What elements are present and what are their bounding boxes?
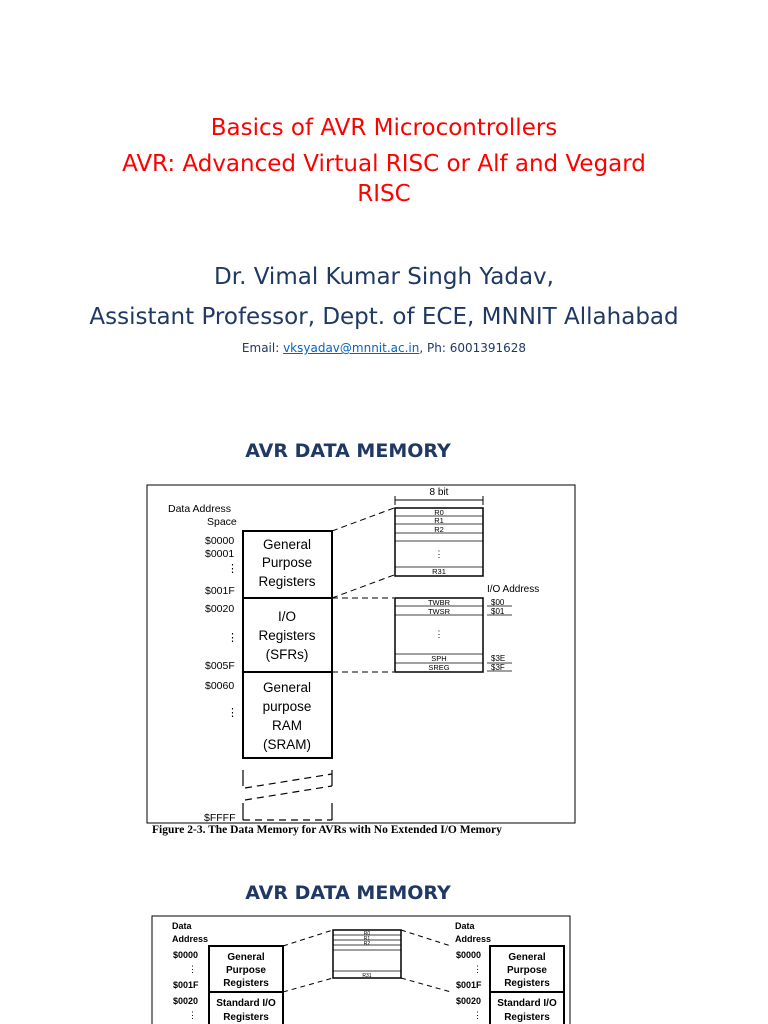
f2-gpr-left-2: Purpose: [225, 965, 267, 976]
io-addr-00: $00: [491, 598, 505, 607]
f2-io-right-1: Standard I/O: [497, 998, 557, 1009]
figure-1-caption: Figure 2-3. The Data Memory for AVRs with No Extended I/O Memory: [152, 824, 502, 836]
f2-addr-0000-right: $0000: [456, 950, 482, 960]
f2-dots-right: ⋮: [473, 964, 482, 974]
section-title-data-memory-2: AVR DATA MEMORY: [245, 882, 451, 904]
io-sph: SPH: [431, 654, 447, 663]
f2-addr-001f-right: $001F: [456, 980, 482, 990]
io-sreg: SREG: [428, 663, 450, 672]
email-link[interactable]: vksyadav@mnnit.ac.in: [283, 341, 420, 355]
addr-001f: $001F: [205, 585, 235, 597]
addr-0060: $0060: [205, 680, 235, 692]
f2-gpr-right-1: General: [508, 952, 546, 963]
addr-0000: $0000: [205, 535, 235, 547]
io-address-label: I/O Address: [487, 584, 540, 595]
addr-ffff: $FFFF: [204, 812, 236, 824]
reg-r2: R2: [434, 525, 444, 534]
io-twbr: TWBR: [427, 598, 451, 607]
f2-gpr-right-3: Registers: [504, 978, 550, 989]
io-addr-3e: $3E: [491, 654, 506, 663]
reg-r0: R0: [434, 508, 444, 517]
ram-label-1: General: [262, 680, 312, 695]
f2-io-left-2: Registers: [223, 1012, 269, 1023]
f2-address-label-right: Address: [455, 934, 492, 944]
reg-dots: ⋮: [434, 549, 444, 559]
f2-dots-left-2: ⋮: [188, 1010, 197, 1020]
io-label-3: (SFRs): [265, 647, 309, 662]
f2-reg-r1: R1: [363, 936, 371, 942]
bit-width-label: 8 bit: [429, 487, 449, 498]
f2-addr-0020-left: $0020: [173, 996, 199, 1006]
f2-reg-r2: R2: [363, 941, 371, 947]
slide-title-line-3: RISC: [357, 181, 411, 207]
f2-address-label-left: Address: [172, 934, 209, 944]
slide-title-line-2: AVR: Advanced Virtual RISC or Alf and Vegard: [122, 151, 646, 177]
author-name: Dr. Vimal Kumar Singh Yadav,: [214, 264, 554, 290]
phone-text: , Ph: 6001391628: [419, 341, 527, 355]
f2-dots-left: ⋮: [188, 964, 197, 974]
io-addr-01: $01: [491, 607, 505, 616]
f2-addr-0020-right: $0020: [456, 996, 482, 1006]
author-position: Assistant Professor, Dept. of ECE, MNNIT Allahabad: [89, 304, 679, 330]
f2-reg-r0: R0: [363, 931, 371, 937]
f2-gpr-right-2: Purpose: [506, 965, 548, 976]
dots-3: ⋮: [227, 707, 238, 719]
reg-r1: R1: [434, 516, 444, 525]
addr-0020: $0020: [205, 603, 235, 615]
dots-1: ⋮: [227, 563, 238, 575]
gpr-label-2: Purpose: [261, 555, 313, 570]
io-label-2: Registers: [258, 628, 316, 643]
section-title-data-memory-1: AVR DATA MEMORY: [245, 440, 451, 462]
io-twsr: TWSR: [427, 607, 451, 616]
slide-title-line-1: Basics of AVR Microcontrollers: [210, 115, 558, 141]
gpr-label-1: General: [262, 537, 312, 552]
data-address-label: Data Address: [168, 503, 232, 515]
f2-dots-right-2: ⋮: [473, 1010, 482, 1020]
f2-addr-001f-left: $001F: [173, 980, 199, 990]
f2-io-right-2: Registers: [504, 1012, 550, 1023]
f2-reg-r31: R31: [362, 973, 372, 979]
f2-gpr-left-1: General: [227, 952, 265, 963]
dots-2: ⋮: [227, 632, 238, 644]
f2-io-left-1: Standard I/O: [216, 998, 276, 1009]
email-label: Email:: [241, 341, 284, 355]
reg-r31: R31: [432, 567, 446, 576]
io-dots: ⋮: [434, 629, 444, 639]
gpr-label-3: Registers: [258, 574, 316, 589]
ram-label-2: purpose: [262, 699, 312, 714]
f2-gpr-left-3: Registers: [223, 978, 269, 989]
space-label: Space: [207, 516, 237, 528]
f2-addr-0000-left: $0000: [173, 950, 199, 960]
io-label-1: I/O: [277, 609, 297, 624]
addr-005f: $005F: [205, 660, 235, 672]
f2-data-label-left: Data: [172, 921, 192, 931]
addr-0001: $0001: [205, 548, 235, 560]
ram-label-4: (SRAM): [263, 737, 311, 752]
f2-data-label-right: Data: [455, 921, 475, 931]
io-addr-3f: $3F: [491, 663, 505, 672]
ram-label-3: RAM: [272, 718, 302, 733]
